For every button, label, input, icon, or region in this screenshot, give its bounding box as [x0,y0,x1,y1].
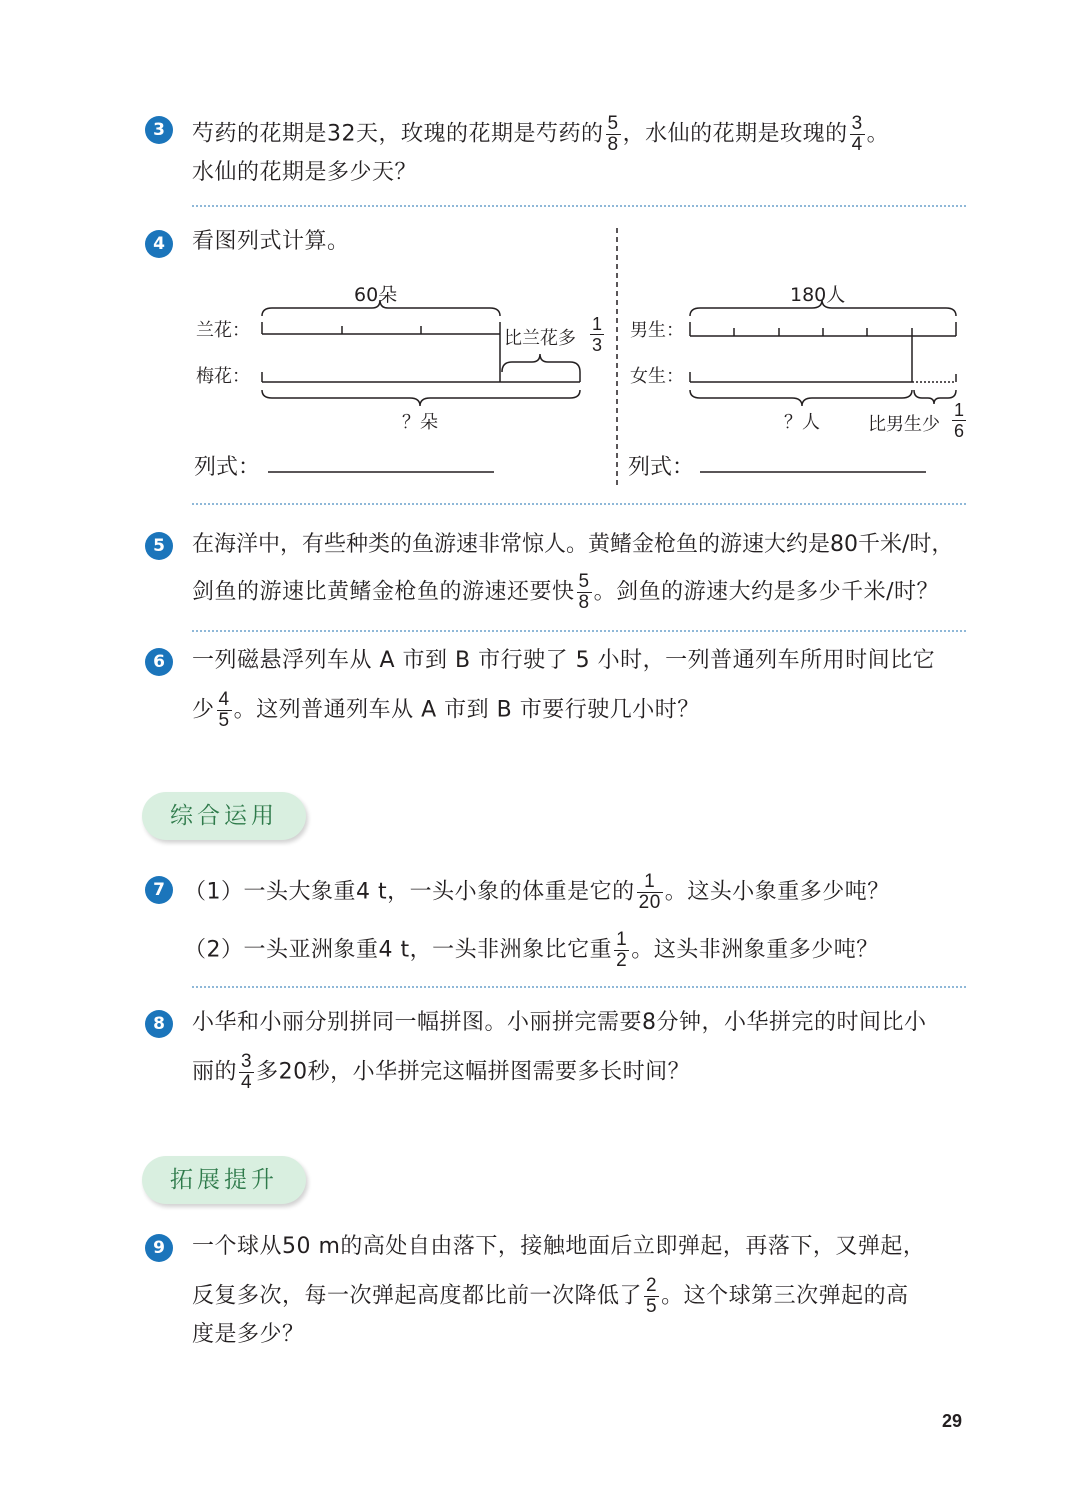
formula-label-left: 列式： [194,455,261,480]
separator [192,986,966,988]
label-plum: 梅花： [196,366,250,387]
label-more: 比兰花多 [504,328,576,349]
q9-line-1: 一个球从50 m的高处自由落下，接触地面后立即弹起，再落下，又弹起， [192,1234,926,1259]
q3-line-1: 芍药的花期是32天，玫瑰的花期是芍药的 $\frac{5}{8}$ ，水仙的花期是玫瑰的 $\frac{3}{4}$ 。 [192,113,890,155]
label-60: 60朵 [354,284,398,306]
label-less: 比男生少 [868,414,940,435]
q7-part-1: （1）一头大象重4 t，一头小象的体重是它的 $\frac{1}{20}$ 。这头小象重多少吨？ [184,871,890,913]
formula-label-right: 列式： [628,455,695,480]
q6-line-1: 一列磁悬浮列车从 A 市到 B 市行驶了 5 小时，一列普通列车所用时间比它 [192,648,936,673]
q4-line-diagram [0,0,1078,520]
q3-line-2: 水仙的花期是多少天？ [192,160,418,185]
fraction: $\frac{5}{8}$ [607,113,619,155]
section-title-extension: 拓展提升 [142,1156,306,1204]
question-number-badge: 8 [145,1010,173,1038]
label-question-people: ？人 [784,412,820,433]
separator [192,503,966,505]
fraction: $\frac{1}{20}$ [638,871,661,913]
q8-line-2: 丽的 $\frac{3}{4}$ 多20秒，小华拼完这幅拼图需要多长时间？ [192,1051,691,1093]
q3-text: 芍药的花期是32天，玫瑰的花期是芍药的 [192,121,604,147]
question-number-badge: 3 [145,116,173,144]
label-girls: 女生： [630,366,684,387]
q8-line-1: 小华和小丽分别拼同一幅拼图。小丽拼完需要8分钟，小华拼完的时间比小 [192,1010,927,1035]
fraction-less: $\frac{1}{6}$ [954,400,965,441]
fraction: $\frac{3}{4}$ [851,113,863,155]
fraction: $\frac{3}{4}$ [241,1051,253,1093]
question-number-badge: 5 [145,532,173,560]
label-180: 180人 [790,284,846,306]
fraction: $\frac{5}{8}$ [578,571,590,613]
section-title-comprehensive: 综合运用 [142,792,306,840]
label-orchid: 兰花： [196,320,250,341]
brace-extra [502,354,580,372]
q6-line-2: 少 $\frac{4}{5}$ 。这列普通列车从 A 市到 B 市要行驶几小时？ [192,689,700,731]
question-number-badge: 6 [145,648,173,676]
separator [192,630,966,632]
label-boys: 男生： [630,320,684,341]
fraction-more: $\frac{1}{3}$ [592,314,603,355]
label-question-flowers: ？朵 [402,412,438,433]
brace-bottom-right [690,390,912,406]
q5-line-2: 剑鱼的游速比黄鳍金枪鱼的游速还要快 $\frac{5}{8}$ 。剑鱼的游速大约是多少千米/时？ [192,571,940,613]
q4-title: 看图列式计算。 [192,229,350,254]
page-number: 29 [942,1411,963,1431]
q7-part-2: （2）一头亚洲象重4 t，一头非洲象比它重 $\frac{1}{2}$ 。这头非洲象重多少吨？ [184,929,879,971]
brace-bottom-left [262,390,580,406]
question-number-badge: 7 [145,876,173,904]
q9-line-2: 反复多次，每一次弹起高度都比前一次降低了 $\frac{2}{5}$ 。这个球第三次弹起的高 [192,1275,909,1317]
fraction: $\frac{2}{5}$ [646,1275,658,1317]
q9-line-3: 度是多少？ [192,1322,305,1347]
question-number-badge: 9 [145,1234,173,1262]
q3-text: ，水仙的花期是玫瑰的 [622,121,848,147]
fraction: $\frac{1}{2}$ [616,929,628,971]
question-number-badge: 4 [145,230,173,258]
q5-line-1: 在海洋中，有些种类的鱼游速非常惊人。黄鳍金枪鱼的游速大约是80千米/时， [192,532,954,557]
fraction: $\frac{4}{5}$ [218,689,230,731]
